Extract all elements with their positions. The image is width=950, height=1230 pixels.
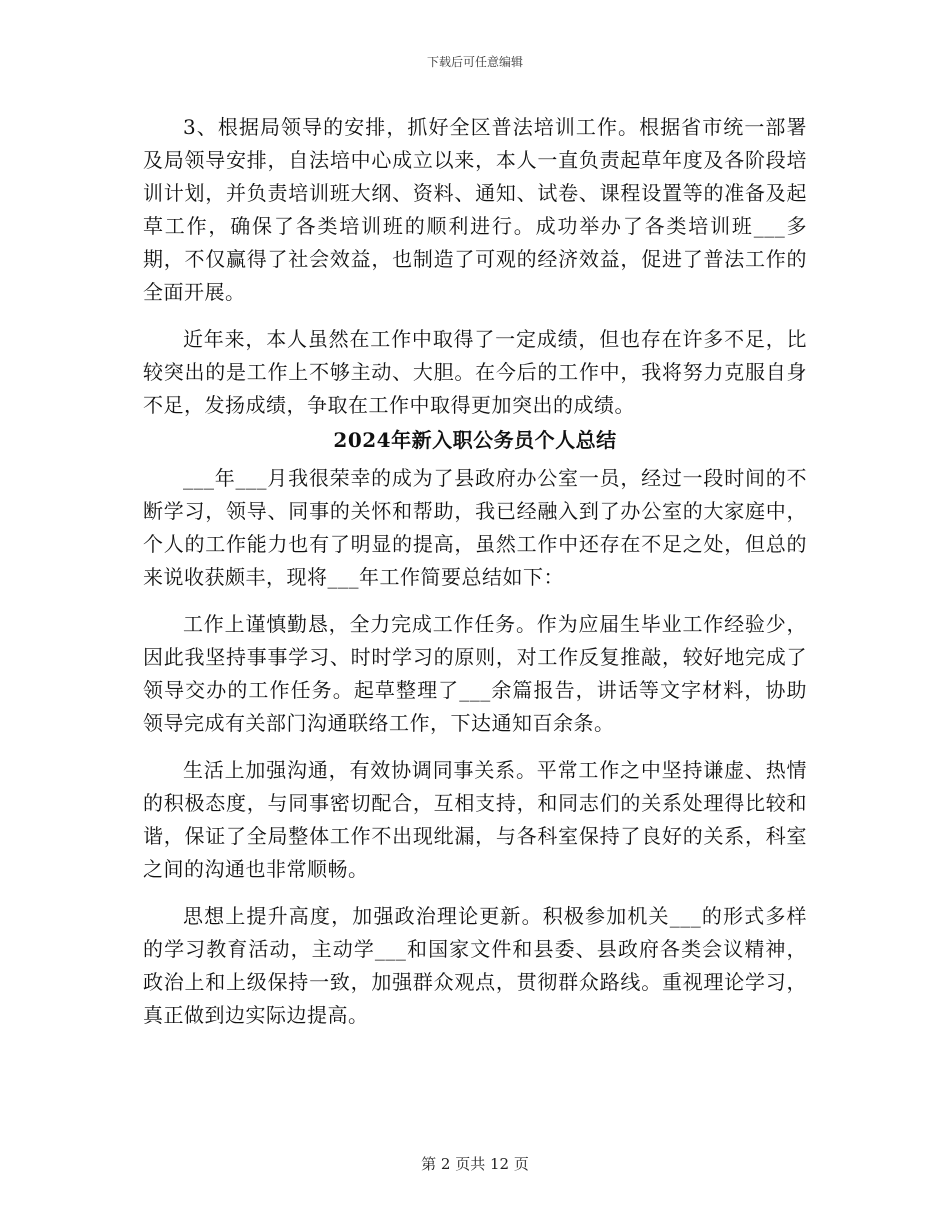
page-number: 第 2 页共 12 页 xyxy=(421,1155,529,1173)
paragraph-intro: ___年___月我很荣幸的成为了县政府办公室一员，经过一段时间的不断学习，领导、同事的关怀和帮助，我已经融入到了办公室的大家庭中，个人的工作能力也有了明显的提高，虽然工作中还存在不足之处，但总的来说收获颇丰，现将___年工作简要总结如下： xyxy=(143,466,807,589)
paragraph-thought: 思想上提升高度，加强政治理论更新。积极参加机关___的形式多样的学习教育活动，主动学___和国家文件和县委、县政府各类会议精神，政治上和上级保持一致，加强群众观点，贯彻群众路线。重视理论学习，真正做到边实际边提高。 xyxy=(143,904,807,1027)
section-title: 2024年新入职公务员个人总结 xyxy=(333,428,617,452)
paragraph-work: 工作上谨慎勤恳，全力完成工作任务。作为应届生毕业工作经验少，因此我坚持事事学习、时时学习的原则，对工作反复推敲，较好地完成了领导交办的工作任务。起草整理了___余篇报告，讲话等文字材料，协助领导完成有关部门沟通联络工作，下达通知百余条。 xyxy=(143,612,807,735)
header-note: 下载后可任意编辑 xyxy=(426,55,523,69)
paragraph-life: 生活上加强沟通，有效协调同事关系。平常工作之中坚持谦虚、热情的积极态度，与同事密切配合，互相支持，和同志们的关系处理得比较和谐，保证了全局整体工作不出现纰漏，与各科室保持了良好的关系，科室之间的沟通也非常顺畅。 xyxy=(143,758,807,881)
paragraph-shortcomings: 近年来，本人虽然在工作中取得了一定成绩，但也存在许多不足，比较突出的是工作上不够主动、大胆。在今后的工作中，我将努力克服自身不足，发扬成绩，争取在工作中取得更加突出的成绩。 xyxy=(143,327,807,417)
paragraph-training-work: 3、根据局领导的安排，抓好全区普法培训工作。根据省市统一部署及局领导安排，自法培中心成立以来，本人一直负责起草年度及各阶段培训计划，并负责培训班大纲、资料、通知、试卷、课程设置等的准备及起草工作，确保了各类培训班的顺利进行。成功举办了各类培训班___多期，不仅赢得了社会效益，也制造了可观的经济效益，促进了普法工作的全面开展。 xyxy=(143,115,807,304)
document-body xyxy=(143,111,807,1032)
